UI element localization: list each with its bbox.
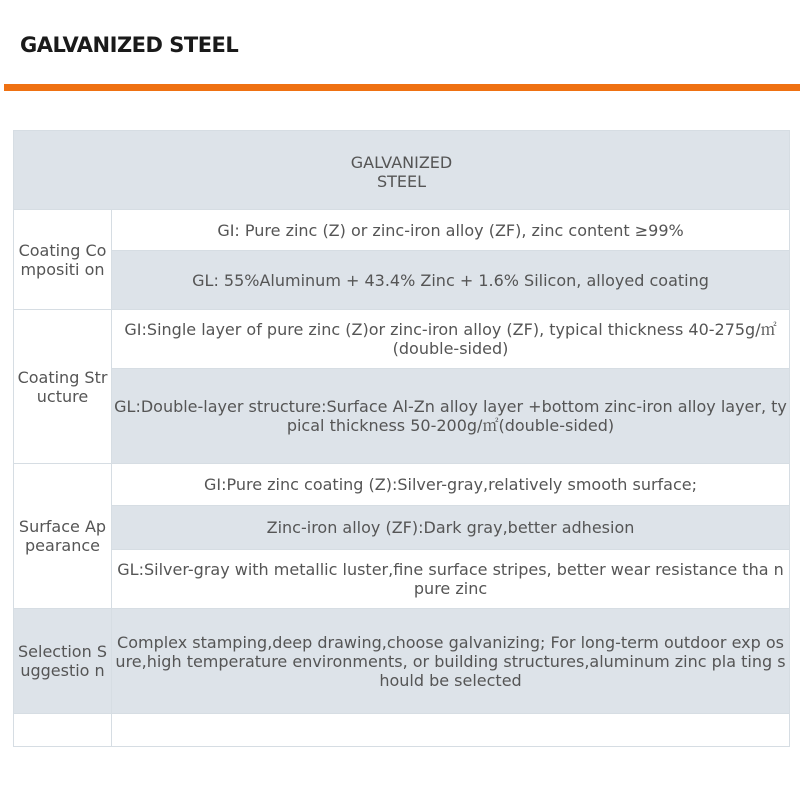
- table-cell-empty: [112, 714, 790, 747]
- row-label-surface-appearance: Surface Ap pearance: [14, 464, 112, 609]
- page-title: GALVANIZED STEEL: [20, 33, 239, 57]
- table-header: [14, 131, 790, 210]
- table-cell: GI:Single layer of pure zinc (Z)or zinc-iron alloy (ZF), typical thickness 40-275g/㎡ (double-sided): [112, 310, 790, 369]
- accent-divider: [4, 84, 800, 91]
- table-cell: Complex stamping,deep drawing,choose galvanizing; For long-term outdoor exp osure,high temperature environments, or building structures,aluminum zinc pla ting should be selected: [112, 609, 790, 714]
- table-row: [14, 506, 790, 550]
- table-row: [14, 310, 790, 369]
- table-cell: Zinc-iron alloy (ZF):Dark gray,better adhesion: [112, 506, 790, 550]
- table-cell: GL:Silver-gray with metallic luster,fine surface stripes, better wear resistance tha n pure zinc: [112, 550, 790, 609]
- table-row: [14, 369, 790, 464]
- table-cell: GI: Pure zinc (Z) or zinc-iron alloy (ZF), zinc content ≥99%: [112, 210, 790, 251]
- table-row: [14, 210, 790, 251]
- row-label-selection-suggestion: Selection Suggestio n: [14, 609, 112, 714]
- table-cell-empty: [14, 714, 112, 747]
- spec-table: [13, 130, 790, 747]
- row-label-coating-composition: Coating Compositi on: [14, 210, 112, 310]
- table-row: [14, 609, 790, 714]
- table-header-row: [14, 131, 790, 210]
- table-header-text: GALVANIZED STEEL: [350, 153, 453, 191]
- table-cell: GL: 55%Aluminum + 43.4% Zinc + 1.6% Silicon, alloyed coating: [112, 251, 790, 310]
- table-cell: GI:Pure zinc coating (Z):Silver-gray,relatively smooth surface;: [112, 464, 790, 506]
- row-label-coating-structure: Coating Str ucture: [14, 310, 112, 464]
- table-row: [14, 251, 790, 310]
- table-cell: GL:Double-layer structure:Surface Al-Zn alloy layer +bottom zinc-iron alloy layer, typical thickness 50-200g/㎡(double-sided): [112, 369, 790, 464]
- table-row: [14, 550, 790, 609]
- table-row-empty: [14, 714, 790, 747]
- table-row: [14, 464, 790, 506]
